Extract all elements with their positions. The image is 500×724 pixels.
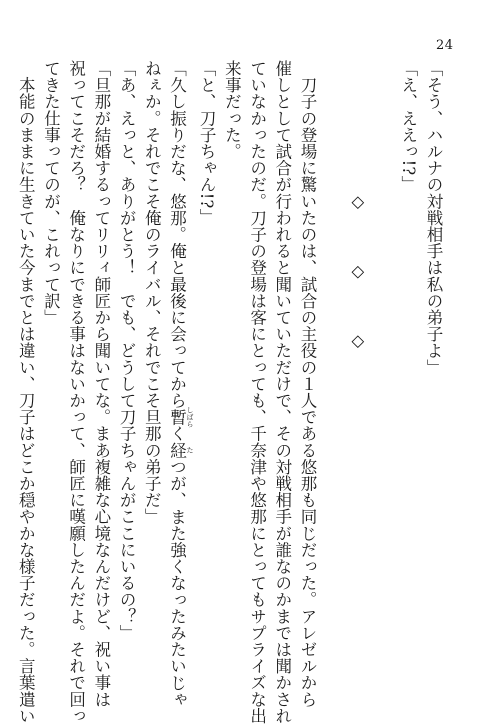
text-line-13: てきた仕事ってのが、これって訳」 [41, 60, 61, 326]
text-line-5: ていなかったのだ。刀子の登場は客にとっても、千奈津や悠那にとってもサプライズな出 [247, 60, 267, 724]
vertical-text-body [13, 60, 446, 724]
blank-line [320, 60, 345, 650]
page-number: 24 [436, 38, 454, 53]
text-line-2: 「え、ええっ!?」 [398, 60, 418, 192]
text-line-12: 祝ってこそだろ？ 俺なりにできる事はないかって、師匠に嘆願したんだよ。それで回っ [66, 60, 86, 724]
scene-break-diamonds: ◇ ◇ ◇ [348, 192, 368, 367]
furigana-ta: 経 た [167, 441, 194, 459]
text-line-9: ねぇか。それでこそ俺のライバル、それでこそ旦那の弟子だ」 [142, 60, 162, 525]
text-line-14: 本能のままに生きていた今までとは違い、刀子はどこか穏やかな様子だった。言葉遣い [16, 60, 36, 724]
text-line-6: 来事だった。 [222, 60, 242, 160]
text-line-4: 催しとして試合が行われると聞いていただけで、その対戦相手が誰なのかまでは聞かされ [272, 60, 292, 724]
furigana-shibaraku: 暫 しばら [167, 406, 194, 428]
text-line-7: 「と、刀子ちゃん!?」 [197, 60, 217, 226]
text-line-10: 「あ、えっと、ありがとう！ でも、どうして刀子ちゃんがここにいるの？」 [117, 60, 137, 641]
text-line-8: 「久し振りだな、悠那。俺と最後に会ってから暫 しばらく経 たつが、また強くなったみたいじゃ [167, 60, 194, 708]
text-line-11: 「旦那が結婚するってリリィ師匠から聞いてな。まあ複雑な心境なんだけど、祝い事は [91, 60, 111, 708]
blank-line [370, 60, 395, 650]
text-line-1: 「そう、ハルナの対戦相手は私の弟子よ」 [424, 60, 443, 376]
text-line-3: 刀子の登場に驚いたのは、試合の主役の１人である悠那も同じだった。アレゼルから [297, 60, 317, 708]
